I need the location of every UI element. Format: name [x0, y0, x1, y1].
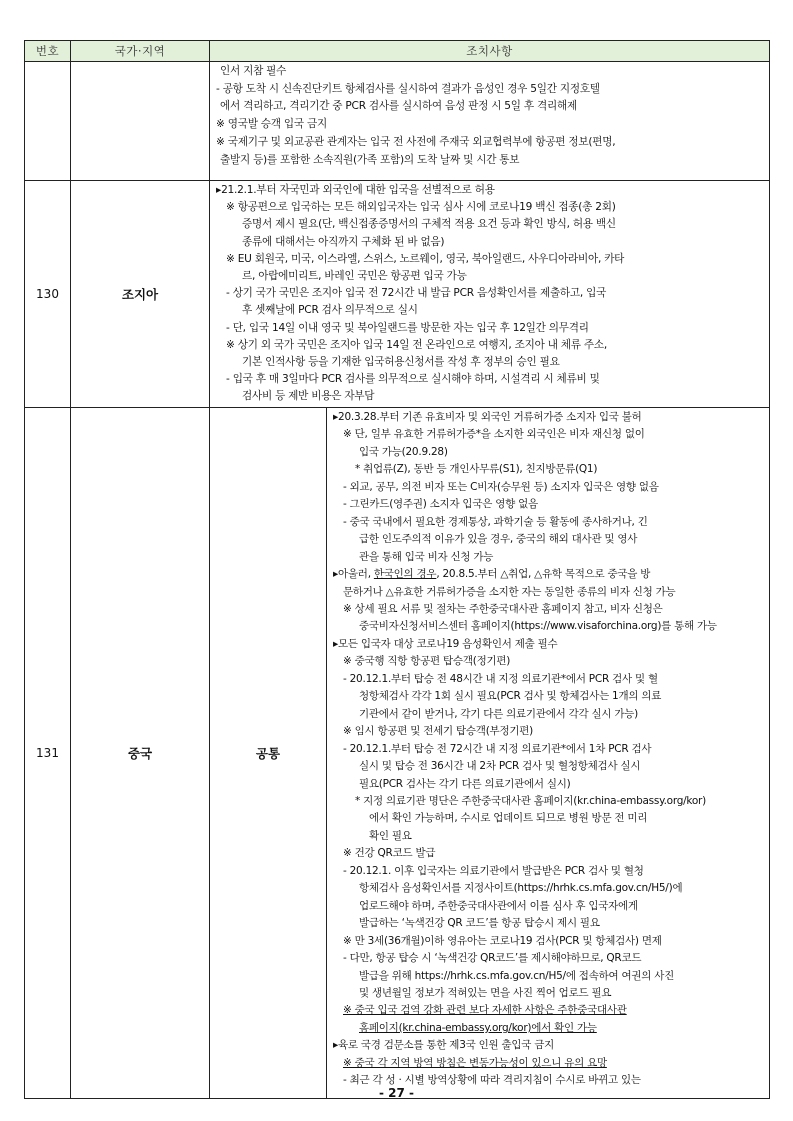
measure-line: ▸아울러, 한국인의 경우, 20.8.5.부터 △취업, △유학 목적으로 중국을 방 [333, 568, 651, 581]
measures-cell [210, 62, 770, 181]
measure-line: - 20.12.1.부터 탑승 전 72시간 내 지정 의료기관*에서 1차 PCR 검사 [343, 742, 652, 755]
measures-table [24, 40, 770, 1099]
measure-line: 급한 인도주의적 이유가 있을 경우, 중국의 해외 대사관 및 영사 [359, 533, 638, 546]
measure-line: ▸20.3.28.부터 기존 유효비자 및 외국인 거류허가증 소지자 입국 불허 [333, 411, 642, 423]
measure-line: - 20.12.1. 이후 입국자는 의료기관에서 발급받은 PCR 검사 및 혈청 [343, 864, 644, 877]
measure-line: - 입국 후 매 3일마다 PCR 검사를 의무적으로 실시해야 하며, 시설격리 시 체류비 및 [226, 373, 600, 386]
header-country: 국가·지역 [71, 41, 210, 62]
header-number: 번호 [25, 41, 71, 62]
measure-line: 종류에 대해서는 아직까지 구체화 된 바 없음) [242, 235, 445, 248]
measure-line: ※ 상세 필요 서류 및 절차는 주한중국대사관 홈페이지 참고, 비자 신청은 [343, 602, 663, 615]
measure-line: 발급하는 ‘녹색건강 QR 코드’를 항공 탑승시 제시 필요 [359, 917, 600, 930]
table-header-row [25, 41, 770, 62]
measure-line: 관을 통해 입국 비자 신청 가능 [359, 550, 494, 563]
measure-line: 업로드해야 하며, 주한중국대사관에서 이를 심사 후 입국자에게 [359, 899, 638, 912]
measure-line: ※ 상기 외 국가 국민은 조지아 입국 14일 전 온라인으로 여행지, 조지아 내 체류 주소, [226, 338, 607, 351]
measure-line: - 중국 국내에서 필요한 경제통상, 과학기술 등 활동에 종사하거나, 긴 [343, 515, 648, 528]
measure-line: ※ 임시 항공편 및 전세기 탑승객(부정기편) [343, 725, 533, 738]
measure-line: 기관에서 같이 받거나, 각기 다른 의료기관에서 각각 실시 가능) [359, 707, 638, 720]
measure-line: - 단, 입국 14일 이내 영국 및 북아일랜드를 방문한 자는 입국 후 12일간 의무격리 [226, 321, 589, 334]
row-number-cell [25, 62, 71, 181]
header-measures: 조치사항 [210, 41, 770, 62]
measure-line: 입국 가능(20.9.28) [359, 445, 448, 458]
measure-line: - 20.12.1.부터 탑승 전 48시간 내 지정 의료기관*에서 PCR 검사 및 혈 [343, 672, 658, 685]
measure-line: 필요(PCR 검사는 각기 다른 의료기관에서 실시) [359, 777, 571, 790]
measure-line: - 외교, 공무, 의전 비자 또는 C비자(승무원 등) 소지자 입국은 영향 없음 [343, 480, 659, 493]
measure-line: 인서 지참 필수 [220, 65, 287, 77]
row-number: 130 [25, 181, 71, 408]
measure-line: 및 생년월일 정보가 적혀있는 면을 사진 찍어 업로드 필요 [359, 986, 612, 999]
measure-line: ※ 중국 각 지역 방역 방침은 변동가능성이 있으니 유의 요망 [343, 1056, 607, 1069]
measure-line: 기본 인적사항 등을 기재한 입국허용신청서를 작성 후 정부의 승인 필요 [242, 356, 560, 369]
measure-line: ※ 건강 QR코드 발급 [343, 847, 436, 860]
measure-line: 후 셋째날에 PCR 검사 의무적으로 실시 [242, 304, 418, 317]
measure-line: - 공항 도착 시 신속진단키트 항체검사를 실시하여 결과가 음성인 경우 5일간 지정호텔 [216, 82, 600, 95]
row-country: 중국 [71, 408, 210, 1099]
measure-line: 청항체검사 각각 1회 실시 필요(PCR 검사 및 항체검사는 1개의 의료 [359, 690, 662, 703]
measures-cell [327, 408, 770, 1099]
measure-line: - 상기 국가 국민은 조지아 입국 전 72시간 내 발급 PCR 음성확인서를 제출하고, 입국 [226, 287, 607, 300]
measure-line: - 최근 각 성 · 시별 방역상황에 따라 격리지침이 수시로 바뀌고 있는 [343, 1074, 641, 1087]
measure-line: 홈페이지(kr.china-embassy.org/kor)에서 확인 가능 [359, 1021, 597, 1034]
measure-line: ※ 중국행 직항 항공편 탑승객(정기편) [343, 655, 511, 668]
measure-line: ※ EU 회원국, 미국, 이스라엘, 스위스, 노르웨이, 영국, 북아일랜드, 사우디아라비아, 카타 [226, 252, 625, 265]
row-country-cell [71, 62, 210, 181]
measure-line: 확인 필요 [369, 829, 412, 842]
measure-line: 증명서 제시 필요(단, 백신접종증명서의 구체적 적용 요건 등과 확인 방식, 허용 백신 [242, 218, 616, 231]
measure-line: 발급을 위해 https://hrhk.cs.mfa.gov.cn/H5/에 접속하여 여권의 사진 [359, 969, 675, 982]
measure-line: ※ 단, 일부 유효한 거류허가증*을 소지한 외국인은 비자 재신청 없이 [343, 428, 645, 441]
table-row [25, 408, 770, 1099]
measure-line: 출발지 등)를 포함한 소속직원(가족 포함)의 도착 날짜 및 시간 통보 [220, 153, 520, 166]
row-number: 131 [25, 408, 71, 1099]
measure-line: 에서 격리하고, 격리기간 중 PCR 검사를 실시하여 음성 판정 시 5일 후 격리해제 [220, 100, 577, 113]
measure-line: - 그린카드(영주권) 소지자 입국은 영향 없음 [343, 498, 538, 511]
measure-line: ※ 중국 입국 검역 강화 관련 보다 자세한 사항은 주한중국대사관 [343, 1004, 627, 1017]
measure-line: 실시 및 탑승 전 36시간 내 2차 PCR 검사 및 혈청항체검사 실시 [359, 760, 641, 773]
measure-line: ※ 영국발 승객 입국 금지 [216, 118, 327, 131]
measure-line: 중국비자신청서비스센터 홈페이지(https://www.visaforchina.org)를 통해 가능 [359, 620, 717, 633]
measure-line: ▸모든 입국자 대상 코로나19 음성확인서 제출 필수 [333, 637, 558, 650]
measure-line: 검사비 등 제반 비용은 자부담 [242, 390, 375, 403]
table-row [25, 62, 770, 181]
measure-line: 르, 아랍에미리트, 바레인 국민은 항공편 입국 가능 [242, 270, 467, 283]
measure-line: ▸21.2.1.부터 자국민과 외국인에 대한 입국을 선별적으로 허용 [216, 184, 495, 196]
measure-line: * 취업류(Z), 동반 등 개인사무류(S1), 친지방문류(Q1) [355, 463, 598, 476]
row-subregion: 공통 [210, 408, 327, 1099]
measure-line: 문하거나 △유효한 거류허가증을 소지한 자는 동일한 종류의 비자 신청 가능 [343, 585, 676, 598]
measure-line: * 지정 의료기관 명단은 주한중국대사관 홈페이지(kr.china-embassy.org/kor) [355, 794, 706, 807]
page-number: - 27 - [378, 1086, 414, 1100]
measure-line: 에서 확인 가능하며, 수시로 업데이트 되므로 병원 방문 전 미리 [369, 812, 648, 825]
measure-line: ※ 국제기구 및 외교공관 관계자는 입국 전 사전에 주재국 외교협력부에 항공편 정보(편명, [216, 135, 616, 148]
row-country: 조지아 [71, 181, 210, 408]
table-row [25, 181, 770, 408]
measure-line: ※ 만 3세(36개월)이하 영유아는 코로나19 검사(PCR 및 항체검사) 면제 [343, 934, 662, 947]
measure-line: - 다만, 항공 탑승 시 ‘녹색건강 QR코드’를 제시해야하므로, QR코드 [343, 952, 642, 965]
measure-line: 항체검사 음성확인서를 지정사이트(https://hrhk.cs.mfa.gov.cn/H5/)에 [359, 882, 683, 895]
measure-line: ▸육로 국경 검문소를 통한 제3국 인원 출입국 금지 [333, 1039, 555, 1052]
measures-cell [210, 181, 770, 408]
measure-line: ※ 항공편으로 입국하는 모든 해외입국자는 입국 심사 시에 코로나19 백신 접종(총 2회) [226, 201, 616, 214]
